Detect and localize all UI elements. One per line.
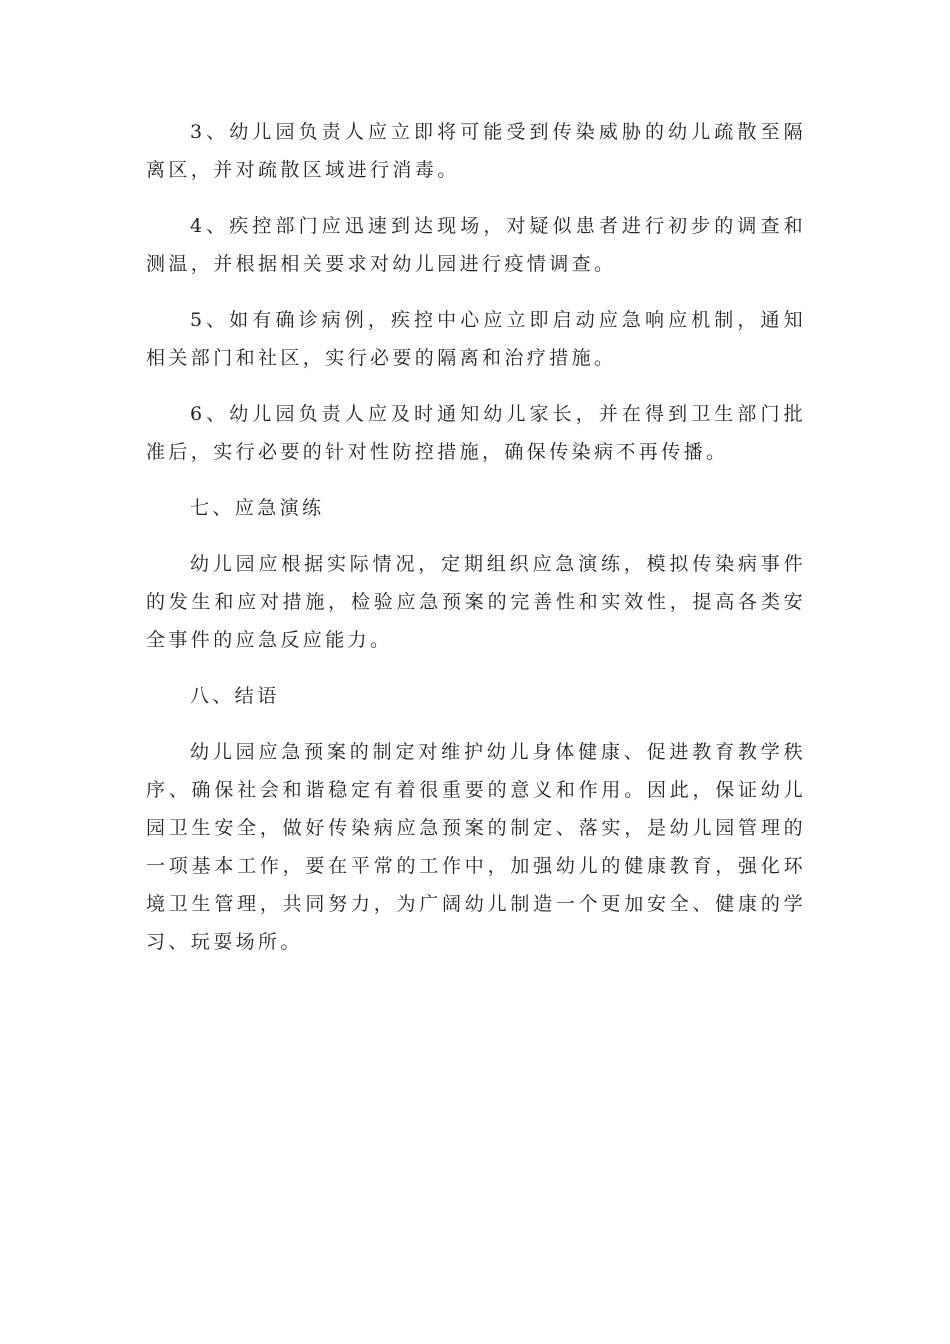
paragraph-conclusion: 幼儿园应急预案的制定对维护幼儿身体健康、促进教育教学秩序、确保社会和谐稳定有着很重要的意义和作用。因此，保证幼儿园卫生安全，做好传染病应急预案的制定、落实，是幼儿园管理的一项基本工作，要在平常的工作中，加强幼儿的健康教育，强化环境卫生管理，共同努力，为广阔幼儿制造一个更加安全、健康的学习、玩耍场所。: [146, 741, 806, 953]
paragraph-drill: 幼儿园应根据实际情况，定期组织应急演练，模拟传染病事件的发生和应对措施，检验应急预案的完善性和实效性，提高各类安全事件的应急反应能力。: [146, 553, 806, 651]
document-page: [146, 113, 806, 979]
paragraph-item-6: 6、幼儿园负责人应及时通知幼儿家长，并在得到卫生部门批准后，实行必要的针对性防控措施，确保传染病不再传播。: [146, 403, 806, 463]
section-heading-conclusion: 八、结语: [190, 685, 280, 707]
paragraph-item-4: 4、疾控部门应迅速到达现场，对疑似患者进行初步的调查和测温，并根据相关要求对幼儿园进行疫情调查。: [146, 215, 806, 275]
paragraph-item-3: 3、幼儿园负责人应立即将可能受到传染威胁的幼儿疏散至隔离区，并对疏散区域进行消毒。: [146, 121, 806, 181]
paragraph-item-5: 5、如有确诊病例，疾控中心应立即启动应急响应机制，通知相关部门和社区，实行必要的隔离和治疗措施。: [146, 309, 806, 369]
section-heading-drill: 七、应急演练: [190, 497, 325, 519]
